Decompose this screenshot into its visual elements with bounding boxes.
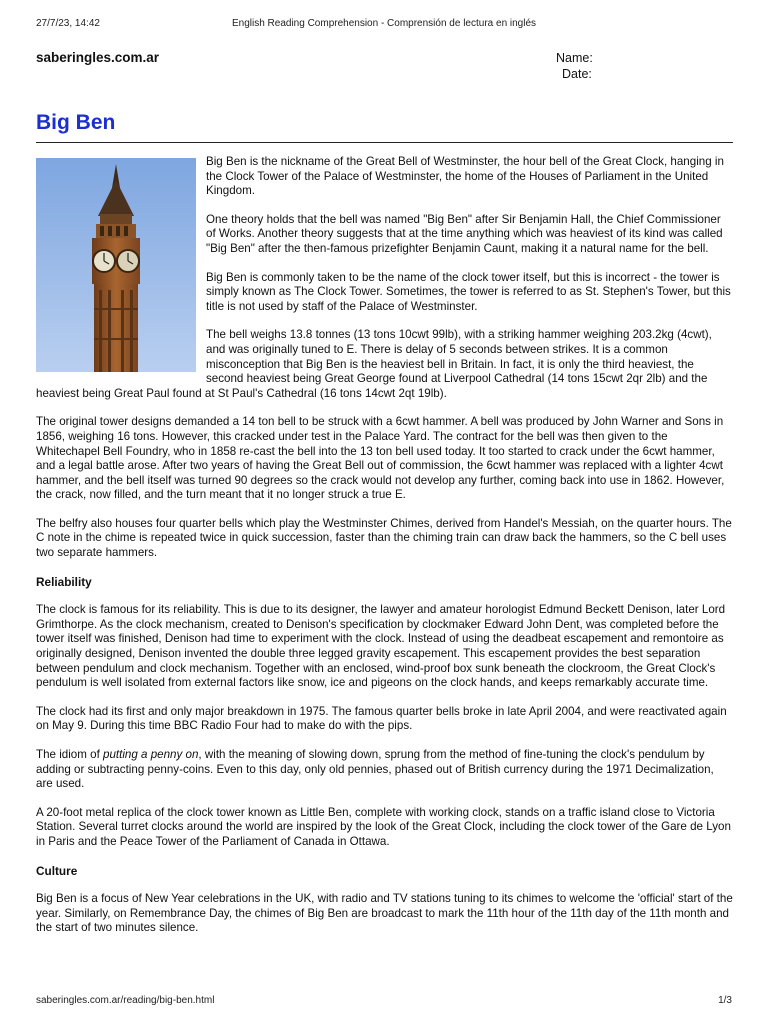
paragraph-10: A 20-foot metal replica of the clock tower known as Little Ben, complete with working clock, stands on a traffic island close to Victoria Station. Several turret clocks around the world are inspired by the look of the Great Clock, including the clock tower of the Gare de Lyon in Paris and the Peace Tower of the Parliament of Canada in Ottawa. (36, 805, 731, 848)
paragraph-4: The bell weighs 13.8 tonnes (13 tons 10cwt 99lb), with a striking hammer weighing 203.2kg (4cwt), and was originally tuned to E. There is delay of 5 seconds between strikes. It is a common misconception that Big Ben is the heaviest bell in Britain. In fact, it is only the third heaviest, the second heaviest being Great George found at Liverpool Cathedral (14 tons 15cwt 2qr 2lb) and the heaviest being Great Paul found at St Paul's Cathedral (16 tons 14cwt 2qt 19lb). (36, 328, 712, 400)
paragraph-9-end: , with the meaning of slowing down, sprung from the method of fine-tuning the clock's pendulum by adding or subtracting penny-coins. Even to this day, only old pennies, phased out of British currency during the 1971 Decimalization, are used. (36, 748, 714, 791)
paragraph-9 (36, 748, 733, 792)
paragraph-6: The belfry also houses four quarter bells which play the Westminster Chimes, derived from Handel's Messiah, on the quarter hours. The C note in the chime is repeated twice in quick succession, faster than the chiming train can draw back the hammers, so the C bell uses two separate hammers. (36, 516, 732, 560)
name-label: Name: (556, 51, 593, 65)
paragraph-3: Big Ben is commonly taken to be the name of the clock tower itself, but this is incorrect - the tower is simply known as The Clock Tower. Sometimes, the tower is referred to as St. Stephen's Tower, but this title is not used by staff of the Palace of Westminster. (206, 270, 731, 313)
name-date-block (556, 50, 593, 82)
article-title: Big Ben (36, 111, 116, 134)
print-page-title: English Reading Comprehension - Comprensión de lectura en inglés (231, 18, 537, 29)
print-datetime: 27/7/23, 14:42 (36, 18, 100, 29)
print-page-number: 1/3 (718, 995, 732, 1006)
paragraph-7: The clock is famous for its reliability. This is due to its designer, the lawyer and amateur horologist Edmund Beckett Denison, later Lord Grimthorpe. As the clock mechanism, created to Denison's specification by clockmaker Edward John Dent, was completed before the tower itself was finished, Denison had time to experiment with the clock. Instead of using the deadbeat escapement and remontoire as originally designed, Denison invented the double three legged gravity escapement. This escapement provides the best separation between pendulum and clock mechanism. Together with an enclosed, wind-proof box sunk beneath the clockroom, the Great Clock's pendulum is well isolated from external factors like snow, ice and pigeons on the clock hands, and keeps remarkably accurate time. (36, 603, 726, 690)
paragraph-11: Big Ben is a focus of New Year celebrations in the UK, with radio and TV stations tuning to its chimes to welcome the 'official' start of the year. Similarly, on Remembrance Day, the chimes of Big Ben are broadcast to mark the 11th hour of the 11th day of the 11th month and the start of two minutes silence. (36, 892, 733, 935)
paragraph-8: The clock had its first and only major breakdown in 1975. The famous quarter bells broke in late April 2004, and were reactivated again on May 9. During this time BBC Radio Four had to make do with the pips. (36, 704, 727, 733)
heading-reliability: Reliability (36, 574, 92, 589)
date-label: Date: (562, 67, 592, 81)
print-url[interactable]: saberingles.com.ar/reading/big-ben.html (36, 995, 215, 1006)
heading-culture: Culture (36, 863, 78, 878)
article-body (36, 155, 733, 950)
paragraph-1: Big Ben is the nickname of the Great Bell of Westminster, the hour bell of the Great Clock, hanging in the Clock Tower of the Palace of Westminster, the home of the Houses of Parliament in the United Kingdom. (206, 155, 724, 198)
print-header (36, 18, 732, 32)
title-divider (36, 142, 733, 143)
paragraph-9-start: The idiom of (36, 748, 104, 761)
idiom-text: putting a penny on (103, 748, 199, 761)
paragraph-2: One theory holds that the bell was named "Big Ben" after Sir Benjamin Hall, the Chief Commissioner of Works. Another theory suggests that at the time anything which was heaviest of its kind was called "Big Ben" after the then-famous prizefighter Benjamin Caunt, making it a natural name for the bell. (206, 212, 723, 255)
print-footer (36, 995, 732, 1006)
big-ben-photo (36, 158, 196, 372)
paragraph-5: The original tower designs demanded a 14 ton bell to be struck with a 6cwt hammer. A bell was produced by John Warner and Sons in 1856, weighing 16 tons. However, this cracked under test in the Palace Yard. The contract for the bell was then given to the Whitechapel Bell Foundry, who in 1858 re-cast the bell into the 13 ton bell used today. It too started to crack under the 6cwt hammer, and a legal battle arose. After two years of having the Great Bell out of commission, the 6cwt hammer was replaced with a lighter 4cwt hammer, and the bell itself was turned 90 degrees so the crack would not develop any further, coming back into use in 1862. However, the crack, now filled, and the turn meant that it no longer struck a true E. (36, 415, 725, 502)
site-name[interactable]: saberingles.com.ar (36, 50, 160, 65)
